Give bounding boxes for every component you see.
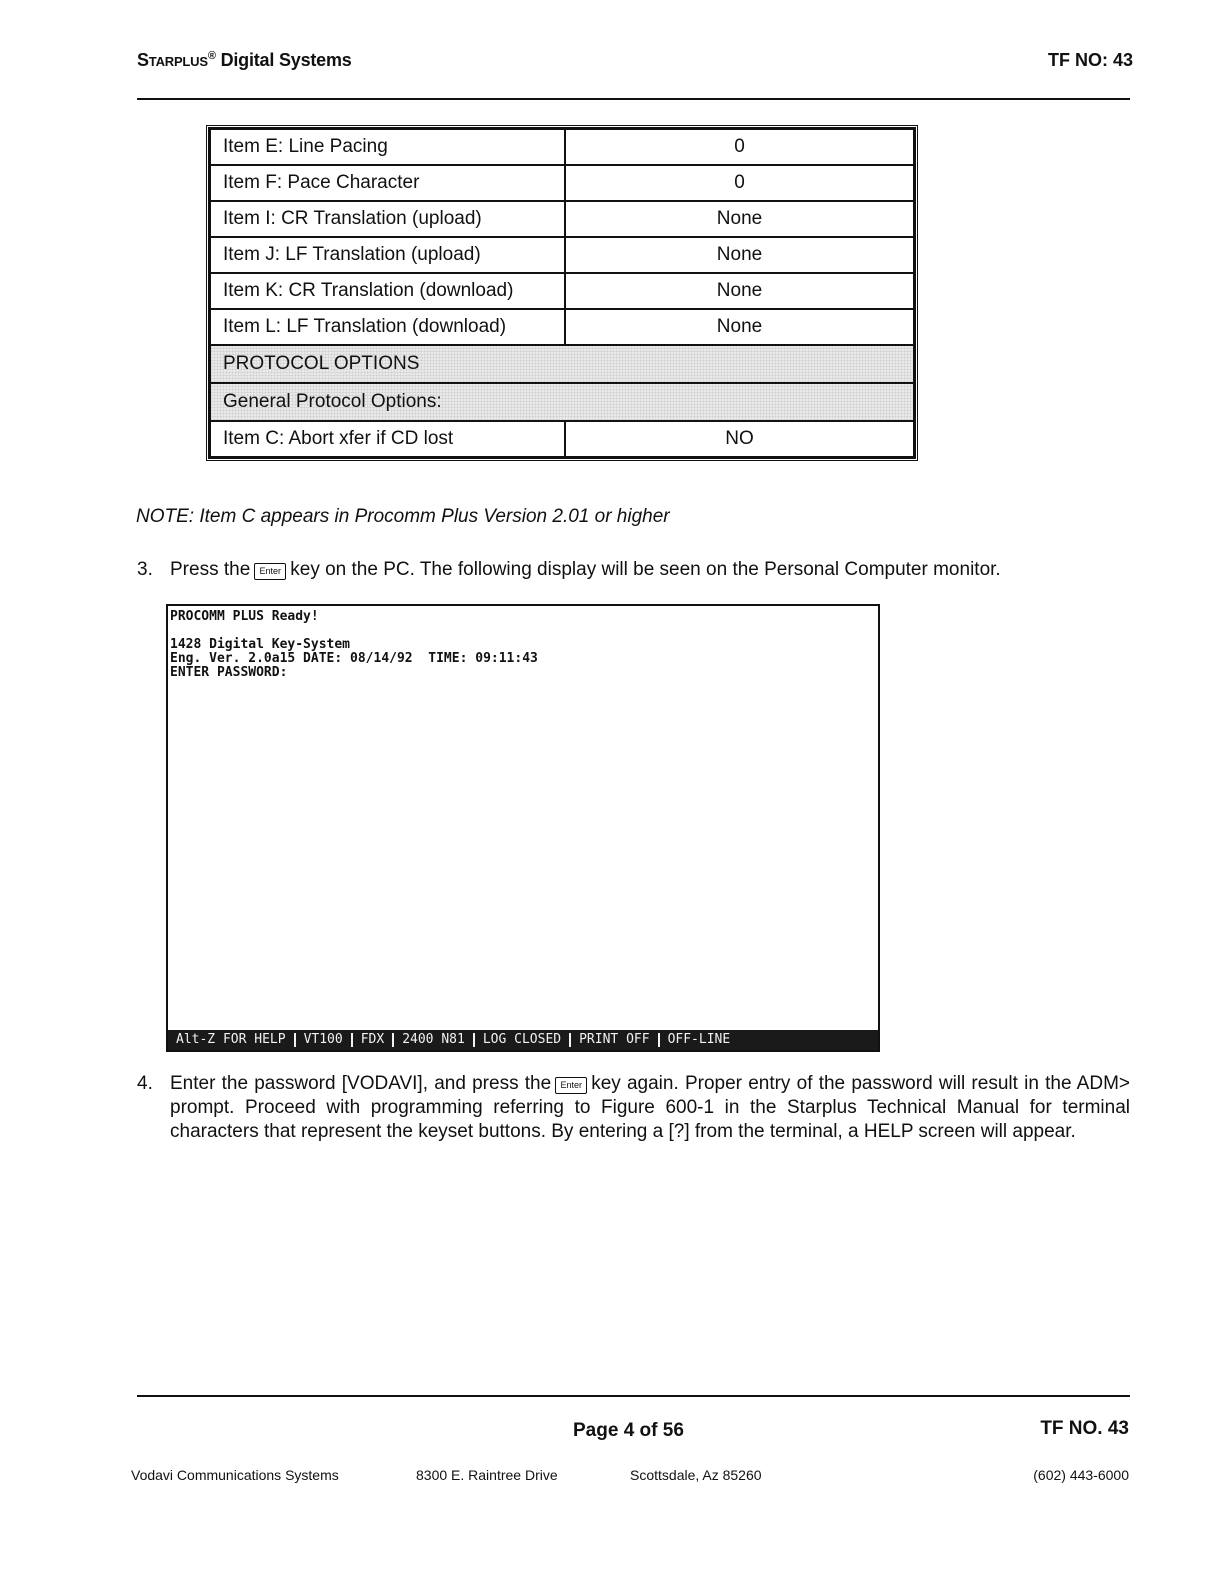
terminal-line: Eng. Ver. 2.0a15 DATE: 08/14/92 TIME: 09:11:43 bbox=[170, 651, 538, 666]
enter-key-icon: Enter bbox=[254, 563, 286, 580]
status-duplex: FDX bbox=[360, 1032, 385, 1047]
setting-value: None bbox=[565, 237, 914, 273]
setting-value: 0 bbox=[565, 165, 914, 201]
setting-label: Item C: Abort xfer if CD lost bbox=[210, 421, 565, 457]
table-row bbox=[210, 421, 914, 457]
status-baud: 2400 N81 bbox=[402, 1032, 465, 1047]
terminal-screen bbox=[166, 604, 880, 1052]
table-row bbox=[210, 309, 914, 345]
setting-label: Item L: LF Translation (download) bbox=[210, 309, 565, 345]
table-row bbox=[210, 201, 914, 237]
step-3-text-before: Press the bbox=[170, 559, 251, 580]
table-row bbox=[210, 129, 914, 165]
table-row bbox=[210, 273, 914, 309]
brand-rest: Digital Systems bbox=[220, 50, 352, 70]
version-note: NOTE: Item C appears in Procomm Plus Version 2.01 or higher bbox=[136, 506, 670, 527]
footer-divider bbox=[137, 1395, 1130, 1397]
registered-mark: ® bbox=[207, 50, 216, 62]
header-brand bbox=[137, 50, 352, 71]
setting-value: None bbox=[565, 273, 914, 309]
terminal-output bbox=[170, 610, 538, 680]
step-4-text-before: Enter the password [VODAVI], and press the bbox=[170, 1073, 552, 1094]
setting-label: Item E: Line Pacing bbox=[210, 129, 565, 165]
footer-tf-number: TF NO. 43 bbox=[1040, 1418, 1129, 1439]
setting-value: NO bbox=[565, 421, 914, 457]
brand-name: Starplus bbox=[137, 50, 208, 70]
status-log: LOG CLOSED bbox=[482, 1032, 562, 1047]
subsection-heading: General Protocol Options: bbox=[210, 383, 914, 421]
status-print: PRINT OFF bbox=[579, 1032, 650, 1047]
footer-address: 8300 E. Raintree Drive bbox=[416, 1467, 558, 1483]
step-3-number: 3. bbox=[137, 559, 153, 580]
footer-phone: (602) 443-6000 bbox=[1033, 1467, 1129, 1483]
setting-value: None bbox=[565, 309, 914, 345]
step-3-text-after: key on the PC. The following display will be seen on the Personal Computer monitor. bbox=[290, 559, 1001, 580]
status-emulation: VT100 bbox=[303, 1032, 343, 1047]
terminal-line bbox=[170, 624, 538, 638]
terminal-line: 1428 Digital Key-System bbox=[170, 637, 351, 652]
footer-city: Scottsdale, Az 85260 bbox=[630, 1467, 762, 1483]
footer-company: Vodavi Communications Systems bbox=[131, 1467, 339, 1483]
step-4-number: 4. bbox=[137, 1073, 153, 1094]
header-divider bbox=[137, 98, 1130, 100]
terminal-status-bar bbox=[168, 1030, 878, 1050]
setting-label: Item I: CR Translation (upload) bbox=[210, 201, 565, 237]
terminal-line: PROCOMM PLUS Ready! bbox=[170, 609, 319, 624]
table-row bbox=[210, 165, 914, 201]
section-heading: PROTOCOL OPTIONS bbox=[210, 345, 914, 383]
step-4-text bbox=[170, 1072, 1130, 1144]
setting-value: None bbox=[565, 201, 914, 237]
header-tf-number: TF NO: 43 bbox=[1047, 50, 1133, 70]
status-line: OFF-LINE bbox=[667, 1032, 731, 1047]
table-section-row bbox=[210, 345, 914, 383]
terminal-line: ENTER PASSWORD: bbox=[170, 665, 288, 680]
table-subsection-row bbox=[210, 383, 914, 421]
step-3-text bbox=[170, 558, 1001, 582]
status-help: Alt-Z FOR HELP bbox=[176, 1032, 286, 1047]
step-4-text-after: key again. Proper entry of the password will result in the ADM> prompt. Proceed with programming referring to Figure 600-1 in the Starplus Technical Manual for terminal characters that represent the keyset buttons. By entering a [?] from the terminal, a HELP screen will appear. bbox=[170, 1073, 1130, 1142]
enter-key-icon: Enter bbox=[555, 1077, 587, 1094]
settings-table bbox=[206, 125, 918, 461]
setting-label: Item J: LF Translation (upload) bbox=[210, 237, 565, 273]
setting-value: 0 bbox=[565, 129, 914, 165]
setting-label: Item F: Pace Character bbox=[210, 165, 565, 201]
page-number: Page 4 of 56 bbox=[573, 1420, 684, 1441]
table-row bbox=[210, 237, 914, 273]
setting-label: Item K: CR Translation (download) bbox=[210, 273, 565, 309]
